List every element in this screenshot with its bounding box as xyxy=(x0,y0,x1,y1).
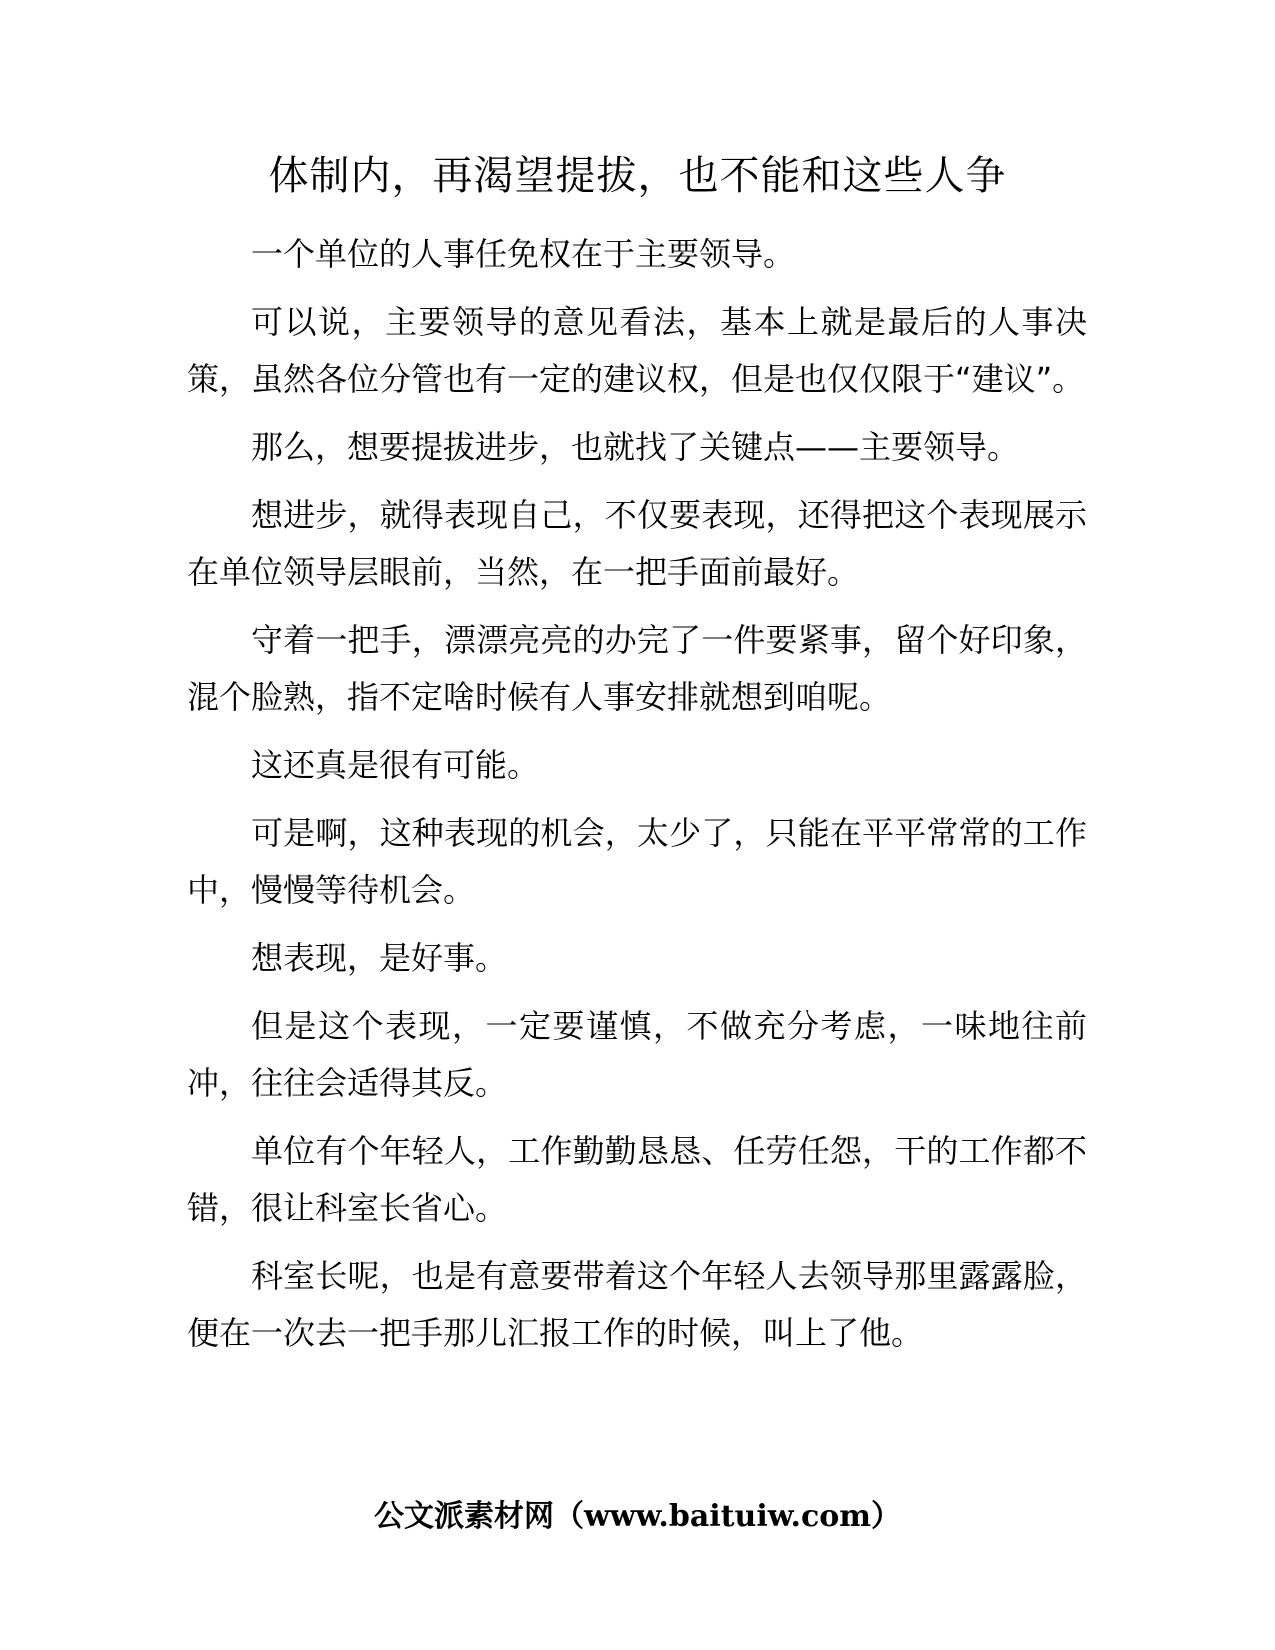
paragraph: 一个单位的人事任免权在于主要领导。 xyxy=(251,235,796,273)
paragraph: 科室长呢，也是有意要带着这个年轻人去领导那里露露脸，便在一次去一把手那儿汇报工作的时候，叫上了他。 xyxy=(187,1257,1087,1352)
document-body xyxy=(187,226,1087,1373)
paragraph: 那么，想要提拔进步，也就找了关键点——主要领导。 xyxy=(251,428,1020,466)
paragraph: 想表现，是好事。 xyxy=(251,939,508,977)
document-title: 体制内，再渴望提拔，也不能和这些人争 xyxy=(268,153,1007,199)
paragraph: 但是这个表现，一定要谨慎，不做充分考虑，一味地往前冲，往往会适得其反。 xyxy=(187,1007,1087,1102)
paragraph: 这还真是很有可能。 xyxy=(251,746,540,784)
paragraph: 可以说，主要领导的意见看法，基本上就是最后的人事决策，虽然各位分管也有一定的建议权，但是也仅仅限于“建议”。 xyxy=(187,303,1087,398)
paragraph: 单位有个年轻人，工作勤勤恳恳、任劳任怨，干的工作都不错，很让科室长省心。 xyxy=(187,1132,1087,1227)
paragraph: 守着一把手，漂漂亮亮的办完了一件要紧事，留个好印象，混个脸熟，指不定啥时候有人事安排就想到咱呢。 xyxy=(187,621,1087,716)
footer-source: 公文派素材网（www.baituiw.com） xyxy=(373,1499,902,1534)
paragraph: 可是啊，这种表现的机会，太少了，只能在平平常常的工作中，慢慢等待机会。 xyxy=(187,814,1087,909)
paragraph: 想进步，就得表现自己，不仅要表现，还得把这个表现展示在单位领导层眼前，当然，在一把手面前最好。 xyxy=(187,496,1087,591)
